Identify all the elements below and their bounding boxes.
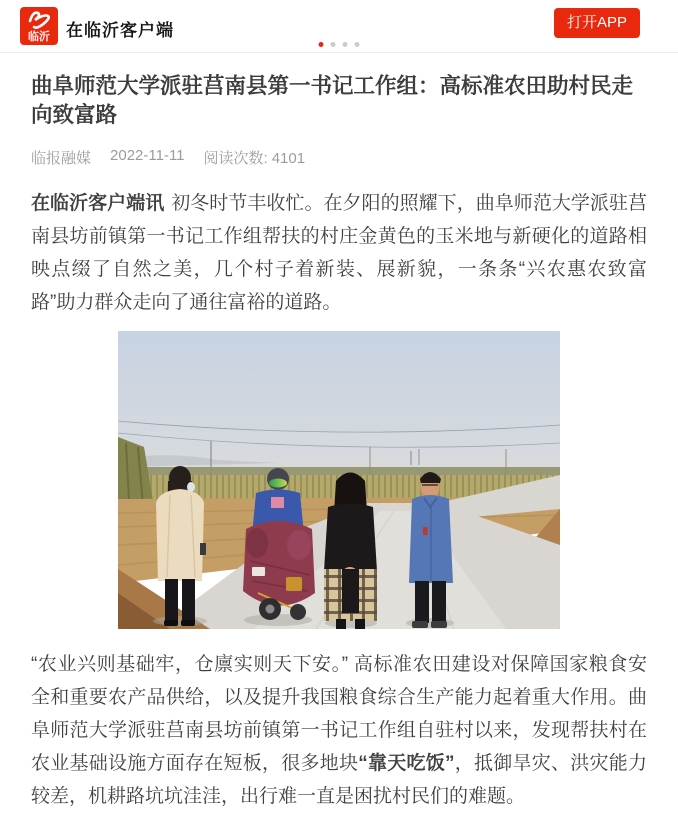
carousel-dot[interactable] <box>343 42 348 47</box>
article-title: 曲阜师范大学派驻莒南县第一书记工作组：高标准农田助村民走向致富路 <box>31 74 634 127</box>
paragraph-2-bold-phrase: “靠天吃饭” <box>358 753 455 774</box>
article <box>0 72 678 831</box>
article-source: 临报融媒 <box>31 150 92 167</box>
article-views <box>204 147 306 168</box>
logo-calligraphy-icon <box>20 7 58 45</box>
article-photo-figure <box>31 331 647 629</box>
app-logo[interactable] <box>20 7 58 45</box>
carousel-dot[interactable] <box>331 42 336 47</box>
carousel-dots <box>319 42 360 47</box>
paragraph-1-lead: 在临沂客户端讯 <box>31 193 165 214</box>
paragraph-2-text-1: “农业兴则基础牢，仓廪实则天下安。” 高标准农田建设对保障国家粮食安全和重要农产品供给，以及提升我国粮食综合生产能力起着重大作用。曲阜师范大学派驻莒南县坊前镇第一书记工作组自驻村以来，发现帮扶村在农业基础设施方面存在短板，很多地块 <box>31 654 647 774</box>
views-label: 阅读次数: <box>203 150 268 167</box>
article-photo <box>118 331 560 629</box>
paragraph-2-text-2: ，抵御旱灾、洪灾能力较差，机耕路坑坑洼洼，出行难一直是困扰村民们的难题。 <box>31 753 647 807</box>
app-name: 在临沂客户端 <box>66 21 174 40</box>
article-date: 2022-11-11 <box>110 147 185 164</box>
svg-text:临沂: 临沂 <box>28 31 50 43</box>
carousel-dot-active[interactable] <box>319 42 324 47</box>
open-app-button[interactable]: 打开APP <box>554 8 640 38</box>
byline <box>31 147 647 168</box>
app-header <box>0 0 678 53</box>
views-count: 4101 <box>271 150 306 167</box>
paragraph-1 <box>31 187 647 319</box>
carousel-dot[interactable] <box>355 42 360 47</box>
paragraph-2 <box>31 648 647 813</box>
paragraph-1-text: 初冬时节丰收忙。在夕阳的照耀下，曲阜师范大学派驻莒南县坊前镇第一书记工作组帮扶的村庄金黄色的玉米地与新硬化的道路相映点缀了自然之美，几个村子着新装、展新貌，一条条“兴农惠农致富路”助力群众走向了通往富裕的道路。 <box>31 193 647 313</box>
